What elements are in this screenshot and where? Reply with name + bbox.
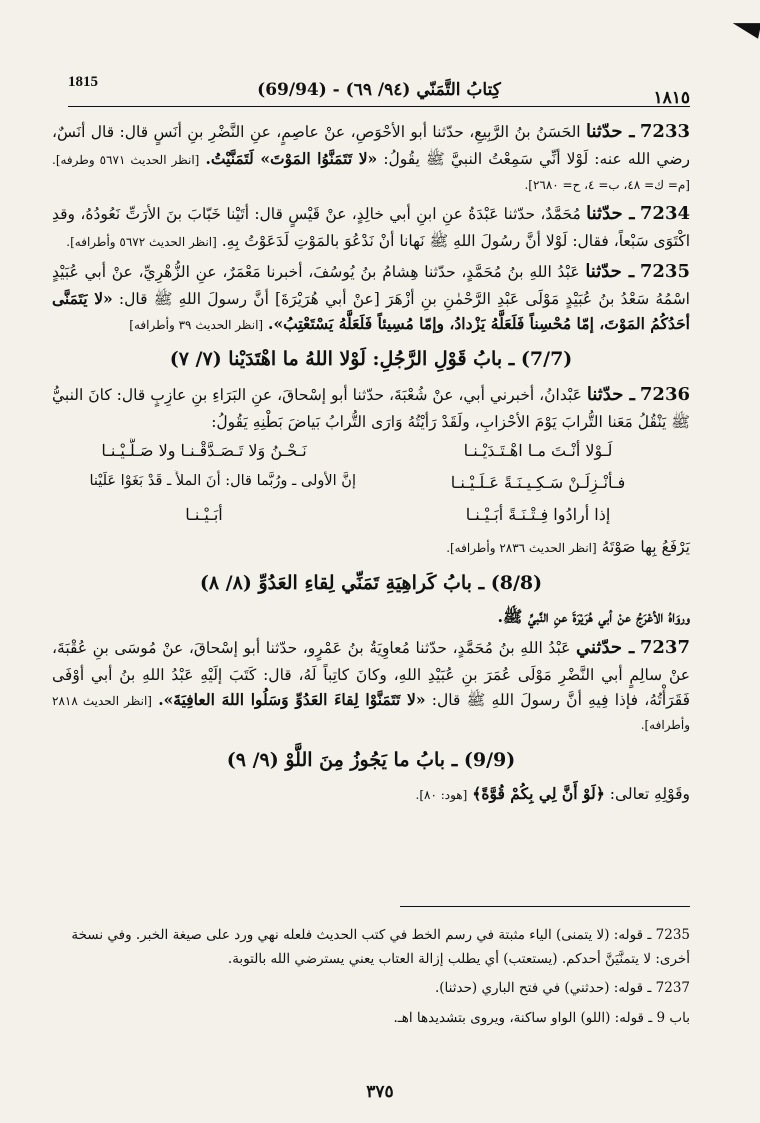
hadith-text: عَبْدُ اللهِ بنُ مُحَمَّدٍ، حدّثنا هِشامُ بنُ يُوسُفَ، أخبرنا مَعْمَرٌ، عنِ الزُّهْرِيِّ، عنْ أبي عُبَيْدٍ اسْمُهُ سَعْدُ بنُ عُبَيْدٍ مَوْلَى عَبْدِ الرَّحْمٰنِ بنِ أزْهَرَ [عنْ أبي هُرَيْرَةَ] أنَّ رسولَ اللهِ ﷺ قال: — [52, 262, 690, 308]
verse-line — [52, 782, 690, 807]
main-text — [52, 118, 690, 810]
quran-verse: ﴿لَوْ أَنَّ لِي بِكُمْ قُوَّةً﴾ — [472, 783, 605, 803]
header-rule — [68, 106, 690, 107]
hadith-7236 — [52, 381, 690, 435]
running-head: (69/94) - كِتابُ التَّمَنّي (٩٤/ ٦٩) — [257, 80, 501, 100]
narration-note: وروَاهُ الأعْرَجُ عنْ أبي هُرَيْرَةَ عنِ النَّبيِّ ﷺ. — [497, 607, 690, 627]
poem-verses — [52, 438, 690, 527]
hadith-reference: [انظر الحديث ٥٦٧٢ وأطرافه]. — [66, 235, 217, 250]
hadith-quote: «لا تَتَمَنَّوُا المَوْتَ» لَتَمَنَّيْتُ. — [205, 148, 378, 168]
footnote: 7237 ـ قوله: (حدثني) في فتح الباري (حدثنا). — [434, 980, 690, 997]
poem-line: نَـحْـنُ وَلا تَـصَـدَّقْـنـا ولا صَـلَّـيْـنـا — [101, 441, 307, 461]
hadith-reference: [انظر الحديث ٥٦٧١ وطرفه]. [م= ك= ٤٨، ب= ٤، ح= ٢٦٨٠]. — [52, 152, 690, 192]
chapter-heading-7: (7/7) ـ بابُ قَوْلِ الرَّجُلِ: لَوْلا اللهُ ما اهْتَدَيْنا (٧/ ٧) — [169, 348, 573, 371]
footnote-separator — [400, 906, 690, 907]
hadith-7234 — [52, 200, 690, 254]
poem-line: لَـوْلا أنْـتَ مـا اهْـتَـدَيْـنـا — [463, 441, 613, 461]
hadith-lead: ـ حدّثنا — [585, 260, 635, 282]
hadith-text: عَبْدانُ، أخبرني أبي، عنْ شُعْبَةَ، حدّثنا أبو إسْحاقَ، عنِ البَرَاءِ بنِ عازِبٍ قال: كانَ النبيُّ ﷺ يَنْقُلُ مَعَنا التُّرابَ يَوْمَ الأحْزابِ، ولَقَدْ رَأيْتُهُ وَارَى التُّرابُ بَياضَ بَطْنِهِ يَقُولُ: — [52, 385, 690, 431]
corner-mark — [731, 17, 760, 38]
hadith-text: مُحَمَّدٌ، حدّثنا عَبْدَةُ عنِ ابنِ أبي خالِدٍ، عنْ قَيْسٍ قال: أتَيْنا خَبّابَ بنَ الأرَتِّ نَعُودُهُ، وقدِ اكْتَوَى سَبْعاً، فقال: لَوْلا أنَّ رسُولَ اللهِ ﷺ نَهانا أنْ نَدْعُوَ بالمَوْتِ لَدَعَوْتُ بِهِ. — [52, 205, 690, 251]
hadith-quote: «لا تَتَمَنَّوْا لِقاءَ العَدُوِّ وَسَلُوا اللهَ العافِيَةَ». — [158, 689, 426, 709]
hadith-tail: يَرْفَعُ بِها صَوْتَهُ — [601, 538, 690, 557]
hadith-lead: ـ حدّثنا — [586, 203, 635, 225]
footnote: 7235 ـ قوله: (لا يتمنى) الياء مثبتة في رسم الخط في كتب الحديث فلعله نهي ورد على صيغة الخبر. وفي نسخة أخرى: لا يتمنَّيَنَّ أحدكم. (يستعتب) أي يطلب إزالة العتاب يعني يسترضي الله بالتوبة. — [71, 927, 690, 967]
hadith-reference: [انظر الحديث ٢٨١٨ وأطرافه]. — [52, 693, 690, 733]
hadith-quote: «لا يَتَمَنَّى أحَدُكُمُ المَوْتَ، إمّا مُحْسِناً فَلَعَلَّهُ يَزْدادُ، وإمّا مُسِيئاً فَلَعَلَّهُ يَسْتَعْتِبُ». — [52, 288, 690, 333]
hadith-number: 7236 — [639, 383, 690, 405]
hadith-7236-tail — [52, 535, 690, 560]
hadith-text: عَبْدُ اللهِ بنُ مُحَمَّدٍ، حدّثنا مُعاوِيَةُ بنُ عَمْرٍو، حدّثنا أبو إسْحاقَ، عنْ مُوسَى بنِ عُقْبَةَ، عنْ سالِمٍ أبي النَّضْرِ مَوْلَى عُمَرَ بنِ عُبَيْدِ اللهِ، وكانَ كاتِباً لَهُ، قال: كَتَبَ إلَيْهِ عَبْدُ اللهِ بنُ أبي أوْفَى فَقَرَأْتُهُ، فإذا فِيهِ أنَّ رسولَ اللهِ ﷺ قال: — [52, 638, 690, 709]
hadith-number: 7234 — [639, 203, 690, 225]
poem-line: إذا أرادُوا فِـتْـنَـةً أبَـيْـنـا — [465, 504, 611, 524]
footnotes — [52, 924, 690, 1037]
page-number-arabic: ١٨١٥ — [653, 88, 690, 108]
hadith-7235 — [52, 258, 690, 336]
hadith-number: 7237 — [639, 636, 690, 658]
hadith-text: الحَسَنُ بنُ الرَّبِيعِ، حدّثنا أبو الأحْوَصِ، عنْ عاصِمٍ، عنِ النَّضْرِ بنِ أنَسٍ قال: قال أنَسٌ، رضي الله عنه: لَوْلا أنِّي سَمِعْتُ النبيَّ ﷺ يقُولُ: — [52, 123, 690, 168]
hadith-number: 7233 — [639, 121, 690, 142]
hadith-lead: ـ حدّثنا — [586, 121, 635, 142]
verse-intro: وقَوْلِهِ تعالى: — [609, 784, 690, 803]
hadith-7237 — [52, 634, 690, 737]
hadith-reference: [انظر الحديث ٣٩ وأطرافه] — [129, 317, 264, 332]
page-number-latin: 1815 — [68, 74, 98, 90]
poem-line: فـأنْـزِلَـنْ سَـكِـيـنَـةً عَـلَـيْـنـا — [450, 472, 626, 492]
hadith-7233 — [52, 118, 690, 196]
chapter-heading-9: (9/9) ـ بابُ ما يَجُوزُ مِنَ اللَّوْ (٩/ ٩) — [226, 749, 516, 772]
poem-line: إنَّ الأولى ـ ورُبَّما قال: أنَ الملأَ ـ قَدْ بَغَوْا عَلَيْنا — [89, 472, 356, 489]
footnote: باب 9 ـ قوله: (اللو) الواو ساكنة، ويروى بتشديدها اهـ. — [393, 1009, 690, 1026]
page-footer-number: ٣٧٥ — [366, 1082, 394, 1102]
page-header — [68, 70, 690, 110]
chapter-heading-8: (8/8) ـ بابُ كَراهِيَةِ تَمَنِّي لِقاءِ العَدُوِّ (٨/ ٨) — [199, 571, 543, 594]
hadith-reference: [انظر الحديث ٢٨٣٦ وأطرافه]. — [446, 541, 597, 556]
hadith-lead: ـ حدّثني — [576, 636, 635, 658]
poem-line: أبَـيْـنـا — [185, 504, 223, 524]
hadith-number: 7235 — [639, 260, 690, 282]
hadith-lead: ـ حدّثنا — [586, 383, 635, 405]
verse-reference: [هود: ٨٠]. — [415, 787, 468, 802]
